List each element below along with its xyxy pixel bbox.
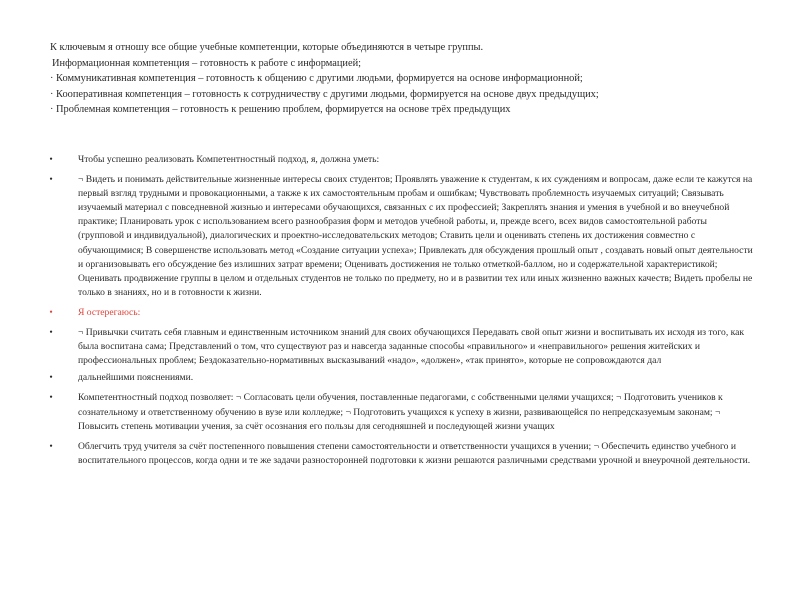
bullet-icon: • — [49, 306, 53, 318]
list-item-text: Компетентностный подход позволяет: ¬ Согласовать цели обучения, поставленные педагогами, с собственными целями учащихся; ¬ Подготовить учеников к сознательному и ответственному обучению в вузе или колледже; ¬ Подготовить учащихся к успеху в жизни, развивающейся по непредсказуемым законам; ¬ Повысить степень мотивации учения, за счёт осознания его пользы для сегодняшней и последующей жизни учащих — [78, 392, 723, 432]
bullet-icon: • — [49, 174, 53, 186]
intro-item-information: Информационная компетенция – готовность к работе с информацией; — [52, 57, 362, 69]
bullet-icon: • — [49, 372, 53, 384]
list-item-text: Я остерегаюсь: — [78, 306, 141, 318]
intro-heading: К ключевым я отношу все общие учебные компетенции, которые объединяются в четыре группы. — [50, 42, 484, 53]
intro-item-communicative: · Коммуникативная компетенция – готовность к общению с другими людьми, формируется на основе информационной; — [50, 73, 583, 84]
intro-item-cooperative: · Кооперативная компетенция – готовность к сотрудничеству с другими людьми, формируется на основе двух предыдущих; — [50, 88, 599, 100]
list-item-text: дальнейшими пояснениями. — [78, 372, 194, 384]
list-item-text: ¬ Привычки считать себя главным и единственным источником знаний для своих обучающихся Передавать свой опыт жизни и воспитывать их исходя из того, как была воспитана сама; Представлений о том, что существуют раз и навсегда заданные способы «правильного» и «неправильного» решения житейских и профессиональных проблем; Бездоказательно-нормативных высказываний «надо», «должен», «так принято», которые не сопровождаются дал — [78, 327, 745, 367]
list-item — [40, 371, 755, 385]
intro-block — [50, 40, 750, 118]
list-item — [40, 173, 755, 300]
list-item — [40, 391, 755, 433]
bullet-icon: • — [49, 440, 53, 452]
bullet-icon: • — [49, 327, 53, 339]
bullet-icon: • — [49, 154, 53, 165]
list-item — [40, 326, 755, 368]
bullet-list — [40, 153, 755, 474]
list-item — [40, 153, 755, 167]
intro-item-problem: · Проблемная компетенция – готовность к решению проблем, формируется на основе трёх предыдущих — [50, 104, 511, 115]
list-item-text: ¬ Видеть и понимать действительные жизненные интересы своих студентов; Проявлять уважение к студентам, к их суждениям и вопросам, даже если те кажутся на первый взгляд трудными и провокационными, а также к их самостоятельным пробам и ошибкам; Чувствовать проблемность изучаемых ситуаций; Связывать изучаемый материал с повседневной жизнью и интересами обучающихся, связанных с их профессией; Закреплять знания и умения в учебной и во внеучебной практике; Планировать урок с использованием всего разнообразия форм и методов учебной работы, и, прежде всего, всех видов самостоятельной работы (групповой и индивидуальной), диалогических и проектно-исследовательских методов; Ставить цели и оценивать степень их достижения совместно с обучающимися; В совершенстве использовать метод «Создание ситуации успеха»; Привлекать для обсуждения прошлый опыт , создавать новый опыт деятельности и организовывать его обсуждение без излишних затрат времени; Оценивать достижения не только отметкой-баллом, но и содержательной характеристикой; Оценивать продвижение группы в целом и отдельных студентов не только по предмету, но и в развитии тех или иных жизненно важных качеств; Видеть пробелы не только в знаниях, но и в готовности к жизни. — [78, 174, 753, 298]
bullet-icon: • — [49, 392, 53, 404]
list-item-text: Облегчить труд учителя за счёт постепенного повышения степени самостоятельности и ответственности учащихся в учении; ¬ Обеспечить единство учебного и воспитательного процессов, когда одни и те же задачи разносторонней подготовки к жизни решаются различными средствами урочной и внеурочной деятельности. — [78, 440, 751, 466]
list-item-warning — [40, 306, 755, 320]
list-item-text: Чтобы успешно реализовать Компетентностный подход, я, должна уметь: — [78, 154, 380, 165]
list-item — [40, 440, 755, 468]
